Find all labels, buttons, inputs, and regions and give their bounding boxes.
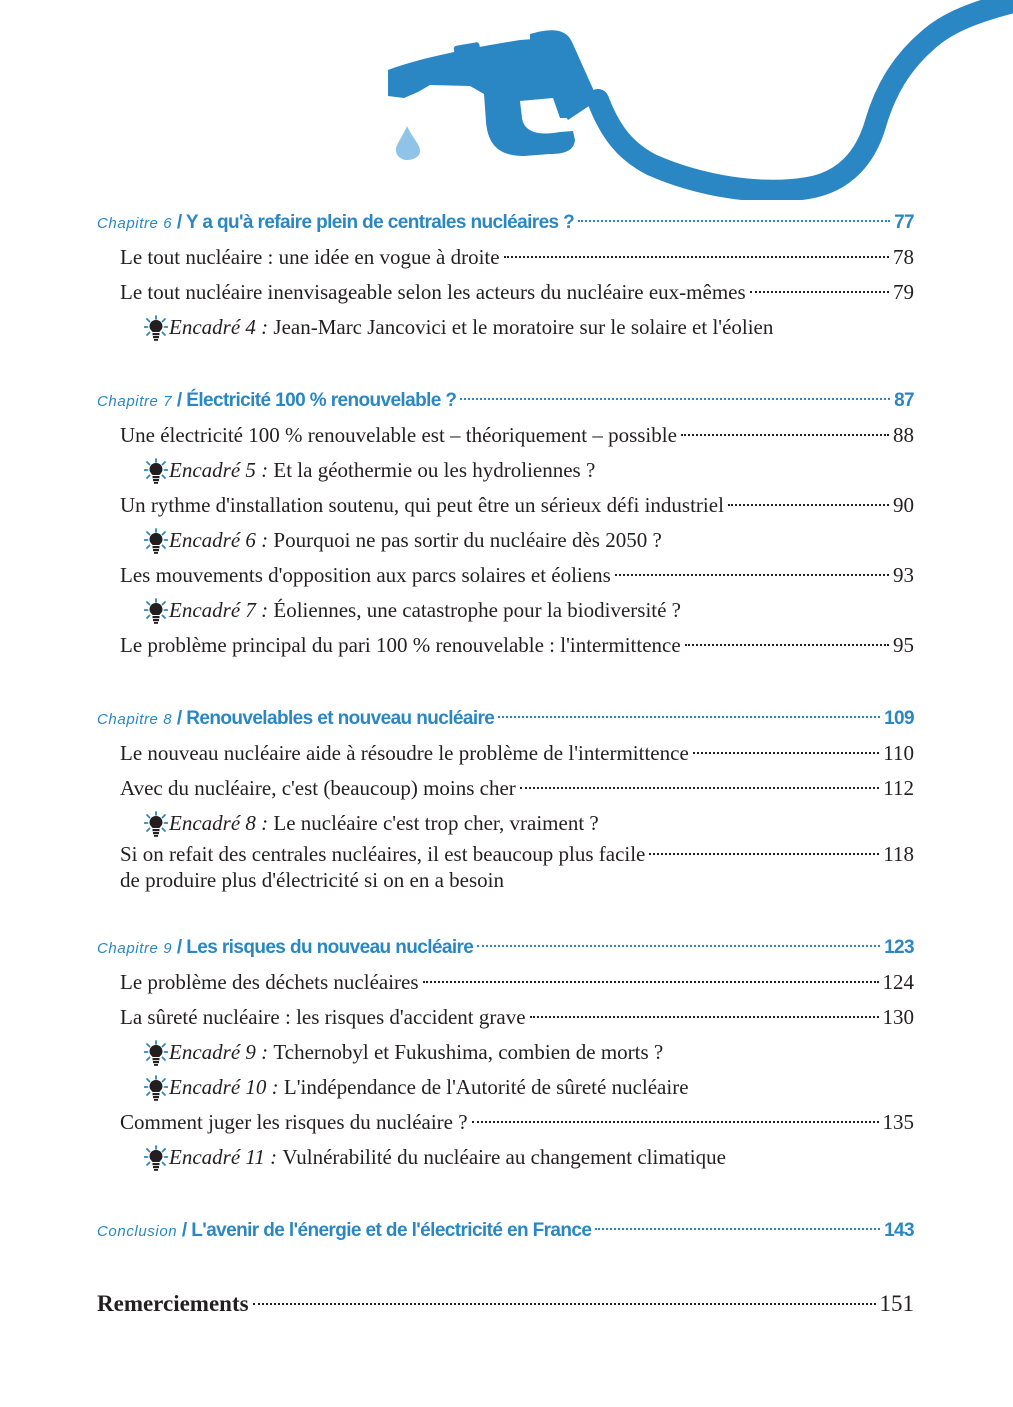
table-of-contents bbox=[97, 205, 914, 1322]
fuel-pump-illustration bbox=[0, 0, 1013, 200]
section-page-number: 135 bbox=[882, 1110, 914, 1134]
dot-leader bbox=[578, 218, 890, 222]
chapter-title bbox=[97, 930, 473, 966]
section-entry[interactable] bbox=[97, 965, 914, 1000]
spacer bbox=[97, 893, 914, 930]
section-entry[interactable] bbox=[97, 240, 914, 275]
chapter-name: / Électricité 100 % renouvelable ? bbox=[176, 390, 457, 411]
lightbulb-icon bbox=[144, 811, 168, 837]
section-page-number: 79 bbox=[893, 280, 914, 304]
section-entry[interactable] bbox=[97, 488, 914, 523]
dot-leader bbox=[615, 572, 889, 576]
section-page-number: 88 bbox=[893, 423, 914, 447]
lightbulb-icon bbox=[144, 1145, 168, 1171]
spacer bbox=[97, 345, 914, 383]
chapter-entry[interactable] bbox=[97, 205, 914, 240]
section-page-number: 124 bbox=[882, 970, 914, 994]
dot-leader bbox=[728, 502, 889, 506]
chapter-name: / L'avenir de l'énergie et de l'électricité en France bbox=[181, 1220, 592, 1241]
lightbulb-icon bbox=[144, 598, 168, 624]
dot-leader bbox=[595, 1226, 880, 1230]
chapter-page-number: 109 bbox=[884, 708, 914, 729]
dot-leader bbox=[477, 943, 880, 947]
box-title: Éoliennes, une catastrophe pour la biodiversité ? bbox=[273, 598, 682, 622]
box-title: Vulnérabilité du nucléaire au changement climatique bbox=[282, 1145, 726, 1169]
acknowledgements-page-number: 151 bbox=[879, 1291, 914, 1316]
box-title: Le nucléaire c'est trop cher, vraiment ? bbox=[273, 811, 599, 835]
section-title: Le problème des déchets nucléaires bbox=[120, 970, 419, 994]
section-title: Une électricité 100 % renouvelable est – théoriquement – possible bbox=[120, 423, 677, 447]
chapter-title bbox=[97, 1213, 591, 1249]
box-label: Encadré 9 : bbox=[169, 1040, 269, 1064]
box-entry[interactable] bbox=[97, 806, 914, 841]
chapter-page-number: 77 bbox=[894, 212, 914, 233]
section-page-number: 95 bbox=[893, 633, 914, 657]
dot-leader bbox=[681, 432, 889, 436]
box-title: Tchernobyl et Fukushima, combien de morts ? bbox=[273, 1040, 664, 1064]
section-entry[interactable] bbox=[97, 275, 914, 310]
section-page-number: 130 bbox=[882, 1005, 914, 1029]
section-title: Les mouvements d'opposition aux parcs solaires et éoliens bbox=[120, 563, 611, 587]
box-label: Encadré 10 : bbox=[169, 1075, 279, 1099]
box-title: Jean-Marc Jancovici et le moratoire sur le solaire et l'éolien bbox=[273, 315, 774, 339]
dot-leader bbox=[685, 642, 889, 646]
dot-leader bbox=[460, 396, 890, 400]
lightbulb-icon bbox=[144, 458, 168, 484]
chapter-page-number: 143 bbox=[884, 1220, 914, 1241]
section-title: Avec du nucléaire, c'est (beaucoup) moins cher bbox=[120, 776, 516, 800]
chapter-entry[interactable] bbox=[97, 930, 914, 965]
box-label: Encadré 7 : bbox=[169, 598, 269, 622]
box-entry[interactable] bbox=[97, 453, 914, 488]
box-entry[interactable] bbox=[97, 1140, 914, 1175]
chapter-label: Chapitre 7 bbox=[97, 393, 173, 410]
box-label: Encadré 11 : bbox=[169, 1145, 278, 1169]
section-title: Le problème principal du pari 100 % renouvelable : l'intermittence bbox=[120, 633, 681, 657]
section-entry[interactable] bbox=[97, 841, 914, 893]
section-entry[interactable] bbox=[97, 1000, 914, 1035]
dot-leader bbox=[253, 1301, 876, 1305]
lightbulb-icon bbox=[144, 315, 168, 341]
dot-leader bbox=[498, 714, 880, 718]
chapter-title bbox=[97, 205, 574, 241]
section-line bbox=[120, 841, 914, 867]
dot-leader bbox=[693, 750, 880, 754]
box-entry[interactable] bbox=[97, 523, 914, 558]
chapter-entry[interactable] bbox=[97, 1213, 914, 1248]
chapter-name: / Y a qu'à refaire plein de centrales nucléaires ? bbox=[176, 212, 575, 233]
chapter-label: Chapitre 9 bbox=[97, 940, 173, 957]
box-title: Pourquoi ne pas sortir du nucléaire dès 2050 ? bbox=[273, 528, 662, 552]
section-page-number: 90 bbox=[893, 493, 914, 517]
box-label: Encadré 8 : bbox=[169, 811, 269, 835]
box-entry[interactable] bbox=[97, 593, 914, 628]
section-entry[interactable] bbox=[97, 628, 914, 663]
box-title: L'indépendance de l'Autorité de sûreté nucléaire bbox=[283, 1075, 689, 1099]
section-title: La sûreté nucléaire : les risques d'accident grave bbox=[120, 1005, 526, 1029]
chapter-entry[interactable] bbox=[97, 701, 914, 736]
section-entry[interactable] bbox=[97, 736, 914, 771]
section-entry[interactable] bbox=[97, 418, 914, 453]
drop-icon bbox=[396, 126, 420, 160]
fuel-nozzle-icon bbox=[388, 2, 1013, 191]
acknowledgements-entry[interactable] bbox=[97, 1286, 914, 1322]
section-page-number: 78 bbox=[893, 245, 914, 269]
section-title-continued: de produire plus d'électricité si on en a besoin bbox=[120, 868, 504, 892]
box-label: Encadré 6 : bbox=[169, 528, 269, 552]
section-title: Le tout nucléaire inenvisageable selon les acteurs du nucléaire eux-mêmes bbox=[120, 280, 746, 304]
chapter-label: Chapitre 6 bbox=[97, 215, 173, 232]
chapter-label: Conclusion bbox=[97, 1223, 178, 1240]
dot-leader bbox=[423, 979, 879, 983]
chapter-entry[interactable] bbox=[97, 383, 914, 418]
chapter-page-number: 123 bbox=[884, 937, 914, 958]
lightbulb-icon bbox=[144, 1040, 168, 1066]
box-entry[interactable] bbox=[97, 1070, 914, 1105]
box-entry[interactable] bbox=[97, 1035, 914, 1070]
chapter-title bbox=[97, 701, 494, 737]
spacer bbox=[97, 1248, 914, 1286]
dot-leader bbox=[530, 1014, 879, 1018]
section-page-number: 93 bbox=[893, 563, 914, 587]
lightbulb-icon bbox=[144, 1075, 168, 1101]
section-title: Le tout nucléaire : une idée en vogue à droite bbox=[120, 245, 500, 269]
section-title: Un rythme d'installation soutenu, qui peut être un sérieux défi industriel bbox=[120, 493, 724, 517]
section-entry[interactable] bbox=[97, 1105, 914, 1140]
dot-leader bbox=[520, 785, 879, 789]
chapter-name: / Renouvelables et nouveau nucléaire bbox=[176, 708, 495, 729]
box-label: Encadré 4 : bbox=[169, 315, 269, 339]
chapter-title bbox=[97, 383, 456, 419]
section-title: Si on refait des centrales nucléaires, il est beaucoup plus facile bbox=[120, 842, 646, 866]
chapter-name: / Les risques du nouveau nucléaire bbox=[176, 937, 474, 958]
section-entry[interactable] bbox=[97, 558, 914, 593]
spacer bbox=[97, 663, 914, 701]
box-label: Encadré 5 : bbox=[169, 458, 269, 482]
dot-leader bbox=[750, 289, 889, 293]
section-entry[interactable] bbox=[97, 771, 914, 806]
dot-leader bbox=[472, 1119, 879, 1123]
section-title: Le nouveau nucléaire aide à résoudre le problème de l'intermittence bbox=[120, 741, 689, 765]
acknowledgements-title: Remerciements bbox=[97, 1291, 249, 1316]
section-page-number: 118 bbox=[883, 842, 914, 866]
section-title: Comment juger les risques du nucléaire ? bbox=[120, 1110, 468, 1134]
section-page-number: 112 bbox=[883, 776, 914, 800]
box-entry[interactable] bbox=[97, 310, 914, 345]
spacer bbox=[97, 1175, 914, 1213]
chapter-page-number: 87 bbox=[894, 390, 914, 411]
chapter-label: Chapitre 8 bbox=[97, 711, 173, 728]
box-title: Et la géothermie ou les hydroliennes ? bbox=[273, 458, 596, 482]
lightbulb-icon bbox=[144, 528, 168, 554]
dot-leader bbox=[649, 851, 879, 855]
section-page-number: 110 bbox=[883, 741, 914, 765]
dot-leader bbox=[504, 254, 889, 258]
